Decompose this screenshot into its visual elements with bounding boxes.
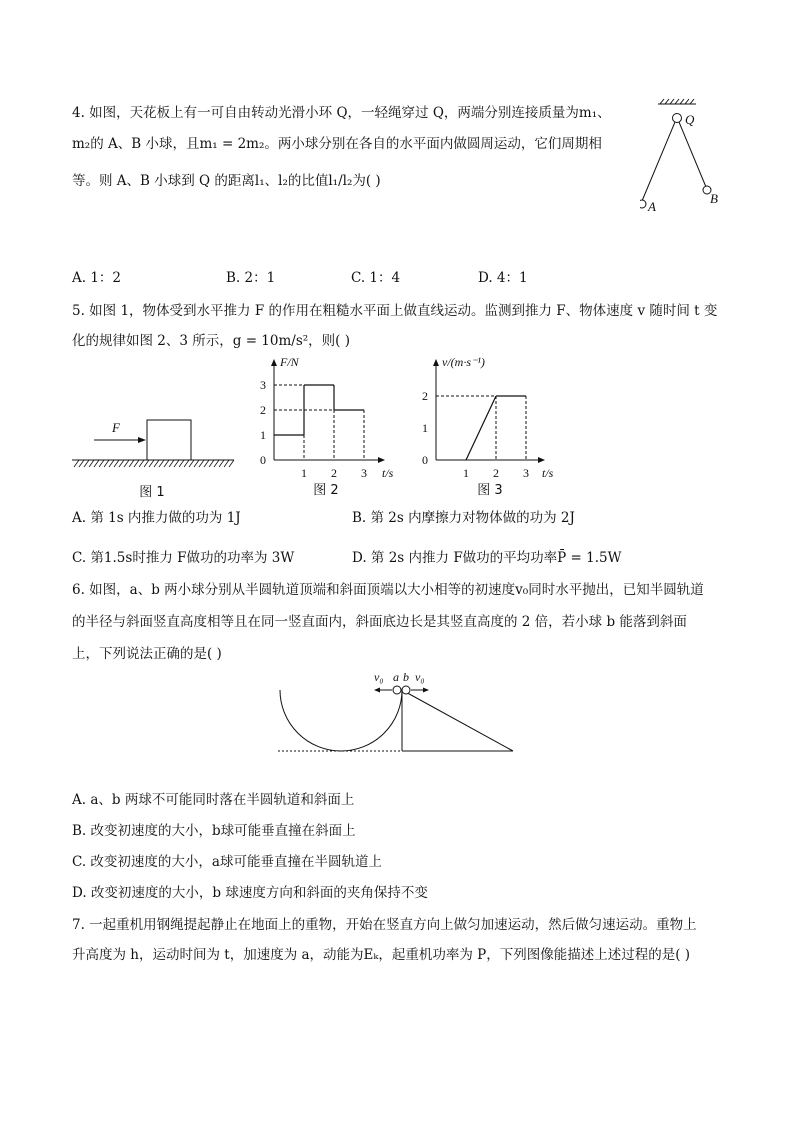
velocity-segment-1 xyxy=(466,396,496,460)
label-a: a xyxy=(393,670,399,684)
label-b: B xyxy=(710,191,718,206)
y-axis-arrow xyxy=(271,359,277,366)
q6-stem-line2: 的半径与斜面竖直高度相等且在同一竖直面内，斜面底边长是其竖直高度的 2 倍，若小球 b 能落到斜面 xyxy=(72,614,687,630)
block xyxy=(147,420,191,460)
fig2-caption: 图 2 xyxy=(313,483,339,498)
label-b: b xyxy=(403,670,409,684)
q7-stem-line2: 升高度为 h，运动时间为 t，加速度为 a，动能为Eₖ，起重机功率为 P，下列图像能描述上述过程的是( ) xyxy=(72,947,691,963)
x-tick-label-2: 2 xyxy=(331,466,337,480)
y-tick-label-2: 2 xyxy=(422,389,428,403)
rope-to-b xyxy=(679,122,706,187)
q5-stem-line1: 5. 如图 1，物体受到水平推力 F 的作用在粗糙水平面上做直线运动。监测到推力 F、物体速度 v 随时间 t 变 xyxy=(72,303,718,319)
x-tick-label-3: 3 xyxy=(523,466,529,480)
v0-label-left: v₀ xyxy=(374,670,384,684)
v0-label-right: v₀ xyxy=(415,670,425,684)
q5-chart-force-time xyxy=(252,356,400,504)
force-label: F xyxy=(112,420,120,435)
q6-option-d[interactable]: D. 改变初速度的大小，b 球速度方向和斜面的夹角保持不变 xyxy=(72,885,428,901)
x-axis-label: t/s xyxy=(382,466,394,480)
x-tick-label-1: 1 xyxy=(463,466,469,480)
ground-hatch xyxy=(74,460,234,467)
y-tick-label-2: 2 xyxy=(260,403,266,417)
q5-chart-velocity-time xyxy=(414,356,564,504)
q6-option-b[interactable]: B. 改变初速度的大小，b球可能垂直撞在斜面上 xyxy=(72,823,356,839)
label-q: Q xyxy=(685,112,695,127)
q6-stem-line3: 上，下列说法正确的是( ) xyxy=(72,646,222,662)
x-tick-label-2: 2 xyxy=(493,466,499,480)
incline-slope xyxy=(402,690,513,751)
q5-figure-1 xyxy=(68,410,238,505)
q6-stem-line1: 6. 如图，a、b 两小球分别从半圆轨道顶端和斜面顶端以大小相等的初速度v₀同时水平抛出，已知半圆轨道 xyxy=(72,582,704,598)
q5-option-d[interactable]: D. 第 2s 内推力 F做功的平均功率P̄ = 1.5W xyxy=(352,550,622,566)
y-tick-label-1: 1 xyxy=(260,428,266,442)
q4-stem-line2: m₂的 A、B 小球，且m₁ = 2m₂。两小球分别在各自的水平面内做圆周运动，它们周期相 xyxy=(72,136,602,152)
ball-a xyxy=(393,686,401,694)
x-axis-label: t/s xyxy=(542,466,554,480)
y-tick-label-1: 1 xyxy=(422,421,428,435)
origin-label: 0 xyxy=(260,453,266,467)
q5-option-b[interactable]: B. 第 2s 内摩擦力对物体做的功为 2J xyxy=(352,510,575,526)
x-tick-label-3: 3 xyxy=(361,466,367,480)
q4-stem-line1: 4. 如图，天花板上有一可自由转动光滑小环 Q，一轻绳穿过 Q，两端分别连接质量为m₁、 xyxy=(72,105,611,121)
q6-option-a[interactable]: A. a、b 两球不可能同时落在半圆轨道和斜面上 xyxy=(72,792,355,808)
q5-stem-line2: 化的规律如图 2、3 所示，g = 10m/s²，则( ) xyxy=(72,333,350,349)
ball-b xyxy=(402,686,410,694)
origin-label: 0 xyxy=(422,453,428,467)
q7-stem-line1: 7. 一起重机用钢绳提起静止在地面上的重物，开始在竖直方向上做匀加速运动，然后做匀速运动。重物上 xyxy=(72,917,697,933)
y-tick-label-3: 3 xyxy=(260,378,266,392)
y-axis-label: F/N xyxy=(280,356,299,369)
y-axis-label: v/(m·s⁻¹) xyxy=(442,356,485,369)
rope-to-a xyxy=(642,122,675,201)
x-axis-arrow xyxy=(538,457,545,463)
semicircle-track xyxy=(280,690,402,751)
y-axis-arrow xyxy=(433,359,439,366)
fig3-caption: 图 3 xyxy=(477,483,503,498)
label-a: A xyxy=(648,199,656,214)
q5-option-c[interactable]: C. 第1.5s时推力 F做功的功率为 3W xyxy=(72,550,295,566)
ball-a xyxy=(640,200,646,208)
fig1-caption: 图 1 xyxy=(139,485,165,500)
q6-figure xyxy=(270,668,520,758)
q4-pendulum-figure xyxy=(640,96,735,221)
ring-q xyxy=(673,114,682,123)
x-axis-arrow xyxy=(378,457,385,463)
q4-stem-line3: 等。则 A、B 小球到 Q 的距离l₁、l₂的比值l₁/l₂为( ) xyxy=(72,173,381,189)
q4-option-b[interactable]: B. 2：1 xyxy=(226,270,276,286)
q4-option-d[interactable]: D. 4：1 xyxy=(478,270,528,286)
q4-option-a[interactable]: A. 1：2 xyxy=(72,270,122,286)
ceiling-hatch xyxy=(658,99,696,104)
q4-option-c[interactable]: C. 1：4 xyxy=(351,270,401,286)
q6-option-c[interactable]: C. 改变初速度的大小，a球可能垂直撞在半圆轨道上 xyxy=(72,854,382,870)
x-tick-label-1: 1 xyxy=(301,466,307,480)
q5-option-a[interactable]: A. 第 1s 内推力做的功为 1J xyxy=(72,510,241,526)
